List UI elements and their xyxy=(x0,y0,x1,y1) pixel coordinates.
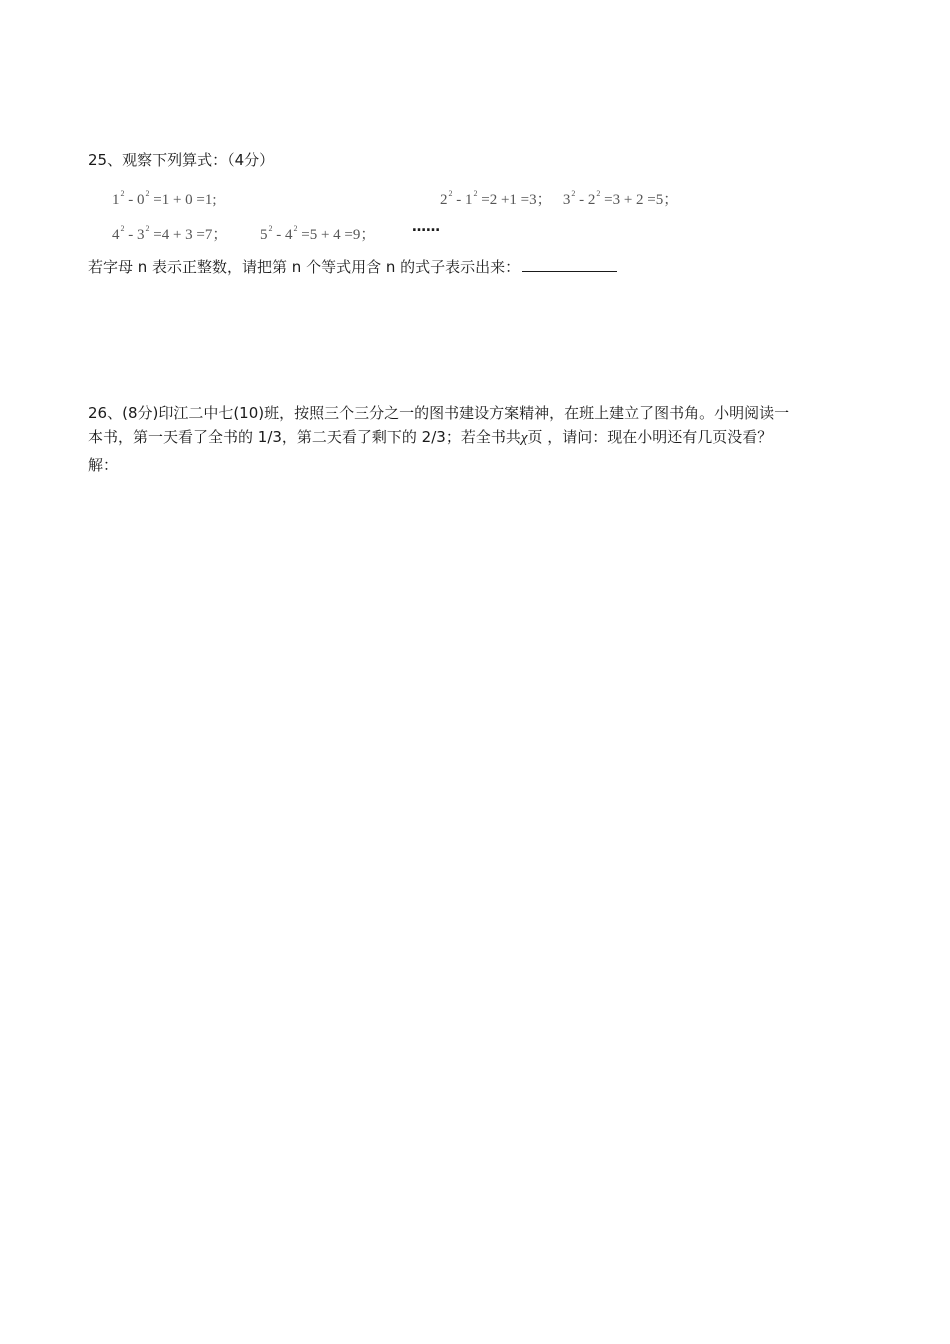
equation-result: =5 + 4 =9； xyxy=(301,227,376,243)
equation-2 xyxy=(440,186,678,210)
exponent: 2 xyxy=(145,189,150,198)
equation-term: 3 xyxy=(562,192,571,208)
answer-label: 解： xyxy=(88,456,119,474)
question-26-line-2 xyxy=(88,427,772,448)
question-25-prompt xyxy=(88,256,617,277)
equation-term: 2 xyxy=(440,192,448,208)
question-text: 本书，第一天看了全书的 1/3，第二天看了剩下的 2/3；若全书共 xyxy=(88,428,521,446)
exponent: 2 xyxy=(571,189,576,198)
ellipsis: …… xyxy=(412,219,440,235)
question-25-title: 25、观察下列算式：（4分） xyxy=(88,151,275,169)
minus-sign: - xyxy=(124,227,137,243)
equation-term: 1 xyxy=(465,192,473,208)
equation-term: 5 xyxy=(260,227,268,243)
minus-sign: - xyxy=(575,192,588,208)
exponent: 2 xyxy=(448,189,453,198)
equation-result: =4 + 3 =7； xyxy=(153,227,228,243)
equation-result: =2 +1 =3； xyxy=(481,192,552,208)
exponent: 2 xyxy=(473,189,478,198)
variable-x: χ xyxy=(520,430,528,446)
equation-term: 4 xyxy=(285,227,293,243)
answer-blank[interactable] xyxy=(522,256,617,272)
equation-result: =3 + 2 =5； xyxy=(604,192,679,208)
equation-1 xyxy=(112,186,217,210)
exponent: 2 xyxy=(293,224,298,233)
exponent: 2 xyxy=(596,189,601,198)
question-26-line-1: 26、(8分)印江二中七(10)班，按照三个三分之一的图书建设方案精神，在班上建立了图书角。小明阅读一 xyxy=(88,404,790,422)
exponent: 2 xyxy=(268,224,273,233)
minus-sign: - xyxy=(124,192,137,208)
equation-4 xyxy=(260,221,375,245)
question-text: 页 ，请问：现在小明还有几页没看？ xyxy=(527,428,773,446)
minus-sign: - xyxy=(272,227,285,243)
exponent: 2 xyxy=(120,224,125,233)
exponent: 2 xyxy=(120,189,125,198)
equation-term: 4 xyxy=(112,227,120,243)
equation-term: 2 xyxy=(587,192,596,208)
equation-term: 3 xyxy=(137,227,145,243)
equation-result: =1 + 0 =1; xyxy=(153,192,217,208)
equation-3 xyxy=(112,221,227,245)
minus-sign: - xyxy=(452,192,465,208)
equation-term: 1 xyxy=(112,192,120,208)
prompt-text: 若字母 n 表示正整数，请把第 n 个等式用含 n 的式子表示出来： xyxy=(88,258,521,276)
exponent: 2 xyxy=(145,224,150,233)
equation-term: 0 xyxy=(137,192,145,208)
